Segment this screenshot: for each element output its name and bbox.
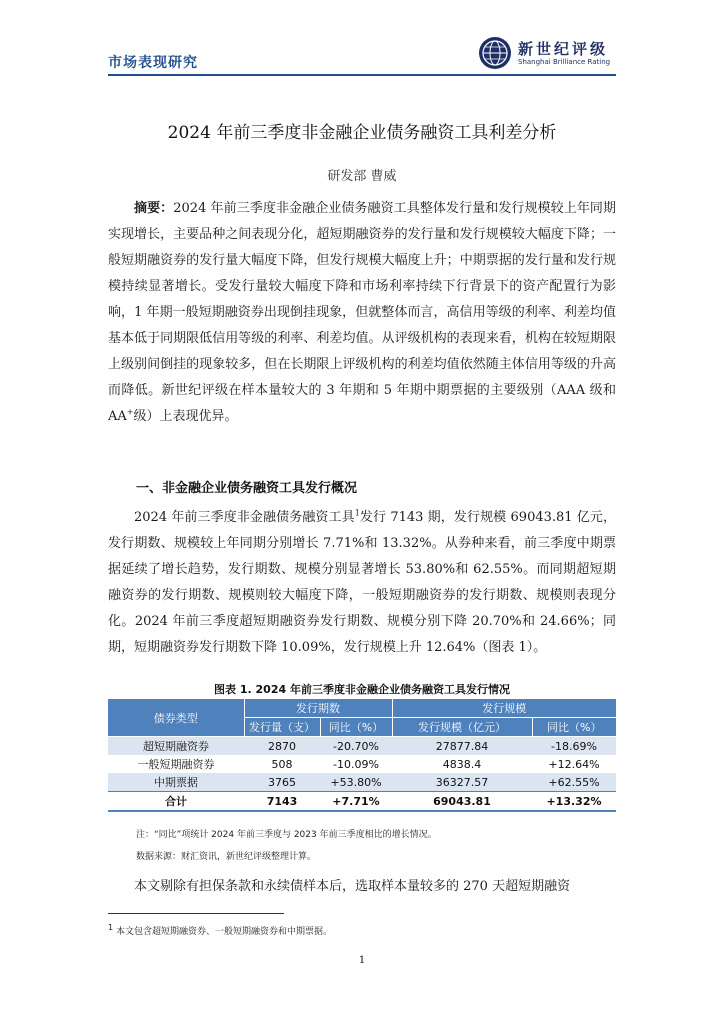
footnote-text: 本文包含超短期融资券、一般短期融资券和中期票据。 xyxy=(113,927,332,937)
cell-scale: 27877.84 xyxy=(392,737,532,756)
footnote-reference[interactable]: 1 xyxy=(354,508,360,518)
section-title: 市场表现研究 xyxy=(108,55,198,71)
header-count: 发行量（支） xyxy=(244,718,320,737)
cell-count-yoy: +7.71% xyxy=(320,792,392,812)
paragraph-text: 2024 年前三季度非金融债务融资工具 xyxy=(134,510,355,525)
header-divider xyxy=(108,74,616,76)
author-line: 研发部 曹威 xyxy=(327,169,397,184)
globe-emblem-icon xyxy=(478,36,512,70)
table-header-row xyxy=(108,699,616,718)
logo-chinese-name: 新世纪评级 xyxy=(518,40,609,58)
abstract-label: 摘要： xyxy=(134,201,174,216)
cell-count: 508 xyxy=(244,755,320,773)
table-caption: 图表 1. 2024 年前三季度非金融企业债务融资工具发行情况 xyxy=(214,683,510,696)
cell-scale: 4838.4 xyxy=(392,755,532,773)
abstract-text-end: 级）上表现优异。 xyxy=(133,409,238,424)
abstract-text: 2024 年前三季度非金融企业债务融资工具整体发行量和发行规模较上年同期实现增长，主要品种之间表现分化，超短期融资券的发行量和发行规模较大幅度下降；一般短期融资券的发行量大幅度下降，但发行规模大幅度上升；中期票据的发行量和发行规模持续显著增长。受发行量较大幅度下降和市场利率持续下行背景下的资产配置行为影响，1 年期一般短期融资券出现倒挂现象，但就整体而言，高信用等级的利率、利差均值基本低于同期限低信用等级的利率、利差均值。从评级机构的表现来看，机构在较短期限上级别间倒挂的现象较多，但在长期限上评级机构的利差均值依然随主体信用等级的升高而降低。新世纪评级在样本量较大的 3 年期和 5 年期中期票据的主要级别（AAA 级和 AA xyxy=(108,201,616,424)
paragraph-text: 发行 7143 期，发行规模 69043.81 亿元，发行期数、规模较上年同期分别增长 7.71%和 13.32%。从券种来看，前三季度中期票据延续了增长趋势，发行期数、规模分别显著增长 53.80%和 62.55%。而同期超短期融资券的发行期数、规模则较大幅度下降，一般短期融资券的发行期数、规模则表现分化。2024 年前三季度超短期融资券发行期数、规模分别下降 20.70%和 24.66%；同期，短期融资券发行期数下降 10.09%，发行规模上升 12.64%（图表 1）。 xyxy=(108,510,616,655)
issuance-table xyxy=(108,699,616,812)
header-bond-type: 债券类型 xyxy=(108,699,244,737)
footnote-mark: 1 xyxy=(108,923,114,932)
cell-count-yoy: -10.09% xyxy=(320,755,392,773)
cell-count-yoy: -20.70% xyxy=(320,737,392,756)
body-paragraph xyxy=(108,505,616,661)
cell-type: 合计 xyxy=(108,792,244,812)
cell-scale-yoy: +12.64% xyxy=(532,755,616,773)
cell-count-yoy: +53.80% xyxy=(320,773,392,792)
cell-scale-yoy: +13.32% xyxy=(532,792,616,812)
section-heading: 一、非金融企业债务融资工具发行概况 xyxy=(136,481,358,496)
cell-type: 中期票据 xyxy=(108,773,244,792)
table-source: 数据来源：财汇资讯，新世纪评级整理计算。 xyxy=(136,852,317,862)
header-scale: 发行规模（亿元） xyxy=(392,718,532,737)
page-number: 1 xyxy=(358,955,366,966)
company-logo xyxy=(478,36,618,70)
cell-scale-yoy: -18.69% xyxy=(532,737,616,756)
cell-type: 一般短期融资券 xyxy=(108,755,244,773)
table-row xyxy=(108,773,616,792)
cell-scale: 69043.81 xyxy=(392,792,532,812)
cell-scale: 36327.57 xyxy=(392,773,532,792)
document-title: 2024 年前三季度非金融企业债务融资工具利差分析 xyxy=(167,123,557,143)
table-row xyxy=(108,737,616,756)
table-row xyxy=(108,755,616,773)
table-total-row xyxy=(108,792,616,812)
logo-english-name: Shanghai Brilliance Rating xyxy=(518,58,611,66)
table-note: 注：“同比”项统计 2024 年前三季度与 2023 年前三季度相比的增长情况。 xyxy=(136,830,437,840)
cell-type: 超短期融资券 xyxy=(108,737,244,756)
header-count-yoy: 同比（%） xyxy=(320,718,392,737)
footnote-divider xyxy=(108,913,284,914)
header-issue-count-group: 发行期数 xyxy=(244,699,392,718)
abstract-superscript: + xyxy=(126,407,134,417)
abstract-paragraph xyxy=(108,196,616,430)
footnote xyxy=(108,924,332,937)
cell-scale-yoy: +62.55% xyxy=(532,773,616,792)
cell-count: 2870 xyxy=(244,737,320,756)
body-paragraph: 本文剔除有担保条款和永续债样本后，选取样本量较多的 270 天超短期融资 xyxy=(134,879,571,894)
header-issue-scale-group: 发行规模 xyxy=(392,699,616,718)
cell-count: 3765 xyxy=(244,773,320,792)
header-scale-yoy: 同比（%） xyxy=(532,718,616,737)
cell-count: 7143 xyxy=(244,792,320,812)
